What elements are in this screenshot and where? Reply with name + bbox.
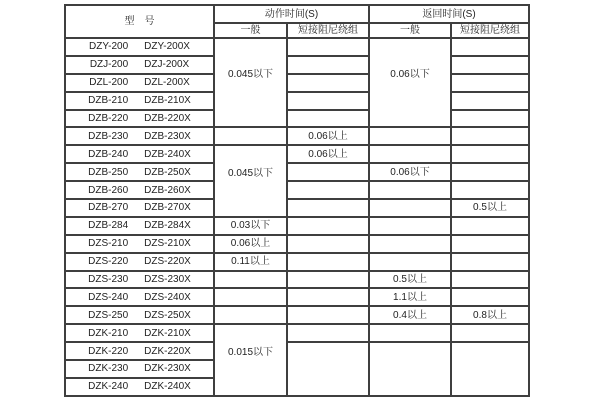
return-general-cell: [369, 217, 451, 235]
model-name: DZB-284X: [144, 220, 191, 232]
return-general-cell: [369, 342, 451, 396]
table-row: [65, 217, 529, 235]
return-damped-cell: [451, 306, 529, 324]
model-cell: [65, 74, 214, 92]
table-row: [65, 199, 529, 217]
return-damped-cell: [451, 127, 529, 145]
action-general-cell: [214, 145, 287, 217]
model-cell: [65, 217, 214, 235]
return-general-cell: [369, 271, 451, 289]
action-general-cell: [214, 253, 287, 271]
model-cell: [65, 306, 214, 324]
model-name: DZS-250X: [144, 309, 191, 321]
value-text: 0.06以上: [308, 148, 348, 160]
return-general-cell: [369, 199, 451, 217]
return-damped-cell: [451, 199, 529, 217]
model-name: DZS-230: [88, 274, 129, 286]
model-name: DZS-220X: [144, 256, 191, 268]
value-text: 0.045以下: [227, 167, 274, 179]
model-name: DZB-240: [88, 148, 129, 160]
table-row: [65, 271, 529, 289]
table-row: [65, 145, 529, 163]
action-damped-cell: [287, 74, 369, 92]
model-name: DZB-230X: [144, 130, 191, 142]
model-name: DZB-220X: [144, 113, 191, 124]
model-cell: [65, 127, 214, 145]
return-general-cell: [369, 38, 451, 127]
model-name: DZS-240: [88, 291, 129, 303]
model-name: DZB-230: [88, 130, 129, 142]
model-cell: [65, 253, 214, 271]
table-row: [65, 324, 529, 342]
model-name: DZB-260: [88, 184, 129, 196]
action-damped-cell: [287, 38, 369, 56]
return-damped-cell: [451, 110, 529, 128]
model-cell: [65, 163, 214, 181]
return-damped-cell: [451, 324, 529, 342]
action-damped-cell: [287, 163, 369, 181]
value-text: 0.015以下: [227, 346, 274, 358]
action-damped-cell: [287, 342, 369, 396]
return-general-cell: [369, 324, 451, 342]
table-row: [65, 38, 529, 56]
table-row: [65, 235, 529, 253]
value-text: 0.03以下: [230, 220, 271, 232]
table-row: [65, 163, 529, 181]
action-general-cell: [214, 306, 287, 324]
model-name: DZK-210X: [144, 327, 191, 339]
table-row: [65, 56, 529, 74]
table-row: [65, 74, 529, 92]
model-name: DZB-210: [88, 95, 129, 107]
return-damped-cell: [451, 342, 529, 396]
value-text: 0.06以上: [230, 238, 271, 250]
return-general-cell: [369, 235, 451, 253]
table-row: [65, 342, 529, 360]
model-cell: [65, 324, 214, 342]
relay-timing-table: [64, 4, 530, 397]
return-general-cell: [369, 163, 451, 181]
model-name: DZS-230X: [144, 274, 191, 286]
value-text: 0.8以上: [473, 309, 507, 321]
return-general-cell: [369, 181, 451, 199]
model-cell: [65, 378, 214, 396]
model-name: DZB-250: [88, 166, 129, 178]
return-damped-cell: [451, 288, 529, 306]
header-action-time: 动作时间(S): [214, 5, 369, 23]
model-cell: [65, 110, 214, 128]
action-damped-cell: [287, 235, 369, 253]
return-damped-cell: [451, 253, 529, 271]
return-general-cell: [369, 145, 451, 163]
action-damped-cell: [287, 306, 369, 324]
action-general-cell: [214, 271, 287, 289]
relay-spec-sheet: [64, 4, 530, 397]
action-damped-cell: [287, 253, 369, 271]
action-damped-cell: [287, 324, 369, 342]
model-cell: [65, 199, 214, 217]
action-damped-cell: [287, 56, 369, 74]
action-general-cell: [214, 38, 287, 127]
model-name: DZB-260X: [144, 184, 191, 196]
action-damped-cell: [287, 92, 369, 110]
value-text: 0.11以上: [231, 256, 270, 268]
return-damped-cell: [451, 145, 529, 163]
model-name: DZB-270: [88, 202, 129, 214]
table-row: [65, 127, 529, 145]
header-return-time: 返回时间(S): [369, 5, 529, 23]
value-text: 1.1以上: [393, 291, 427, 303]
table-row: [65, 253, 529, 271]
model-name: DZS-240X: [144, 291, 191, 303]
return-general-cell: [369, 127, 451, 145]
model-cell: [65, 235, 214, 253]
model-name: DZB-284: [88, 220, 129, 232]
table-row: [65, 288, 529, 306]
model-name: DZS-210X: [144, 238, 191, 250]
model-cell: [65, 38, 214, 56]
return-damped-cell: [451, 271, 529, 289]
model-name: DZK-230: [88, 363, 129, 375]
model-cell: [65, 288, 214, 306]
return-general-cell: [369, 288, 451, 306]
return-damped-cell: [451, 74, 529, 92]
table-header: [65, 5, 529, 38]
model-name: DZK-220X: [144, 345, 191, 357]
action-damped-cell: [287, 199, 369, 217]
action-general-cell: [214, 235, 287, 253]
action-damped-cell: [287, 110, 369, 128]
model-name: DZL-200: [89, 77, 129, 89]
model-name: DZK-210: [88, 327, 129, 339]
return-damped-cell: [451, 163, 529, 181]
model-name: DZB-240X: [144, 148, 191, 160]
model-name: DZS-220: [88, 256, 129, 268]
model-name: DZJ-200X: [144, 59, 190, 71]
model-name: DZK-240: [88, 381, 129, 393]
return-general-cell: [369, 306, 451, 324]
return-damped-cell: [451, 38, 529, 56]
header-action-damped: 短接阻尼绕组: [287, 23, 369, 38]
action-general-cell: [214, 324, 287, 396]
model-cell: [65, 56, 214, 74]
return-general-cell: [369, 253, 451, 271]
return-damped-cell: [451, 56, 529, 74]
model-name: DZK-230X: [144, 363, 191, 375]
header-action-general: 一般: [214, 23, 287, 38]
model-cell: [65, 92, 214, 110]
value-text: 0.5以上: [393, 274, 427, 286]
model-cell: [65, 342, 214, 360]
model-cell: [65, 145, 214, 163]
model-name: DZY-200: [89, 41, 129, 53]
action-general-cell: [214, 217, 287, 235]
return-damped-cell: [451, 235, 529, 253]
action-damped-cell: [287, 145, 369, 163]
model-name: DZB-250X: [144, 166, 191, 178]
action-general-cell: [214, 288, 287, 306]
action-damped-cell: [287, 127, 369, 145]
model-name: DZY-200X: [144, 41, 190, 53]
model-name: DZK-220: [88, 345, 129, 357]
return-damped-cell: [451, 92, 529, 110]
model-cell: [65, 181, 214, 199]
action-damped-cell: [287, 181, 369, 199]
model-name: DZB-210X: [144, 95, 191, 107]
model-name: DZB-270X: [144, 202, 191, 214]
table-row: [65, 110, 529, 128]
table-body: [65, 38, 529, 396]
value-text: 0.06以上: [308, 130, 348, 142]
action-general-cell: [214, 127, 287, 145]
model-name: DZK-240X: [144, 381, 191, 393]
header-return-damped: 短接阻尼绕组: [451, 23, 529, 38]
value-text: 0.06以下: [390, 69, 430, 81]
header-row-1: [65, 5, 529, 23]
model-name: DZL-200X: [144, 77, 190, 89]
action-damped-cell: [287, 288, 369, 306]
value-text: 0.5以上: [473, 202, 507, 214]
return-damped-cell: [451, 217, 529, 235]
model-cell: [65, 271, 214, 289]
model-name: DZS-210: [88, 238, 129, 250]
header-return-general: 一般: [369, 23, 451, 38]
model-cell: [65, 360, 214, 378]
action-damped-cell: [287, 217, 369, 235]
action-damped-cell: [287, 271, 369, 289]
table-row: [65, 181, 529, 199]
model-name: DZJ-200: [89, 59, 129, 71]
header-model: 型 号: [65, 5, 214, 38]
table-row: [65, 92, 529, 110]
value-text: 0.06以下: [390, 166, 430, 178]
model-name: DZB-220: [88, 113, 129, 124]
model-name: DZS-250: [88, 309, 129, 321]
value-text: 0.045以下: [227, 69, 274, 81]
return-damped-cell: [451, 181, 529, 199]
value-text: 0.4以上: [393, 309, 427, 321]
table-row: [65, 306, 529, 324]
